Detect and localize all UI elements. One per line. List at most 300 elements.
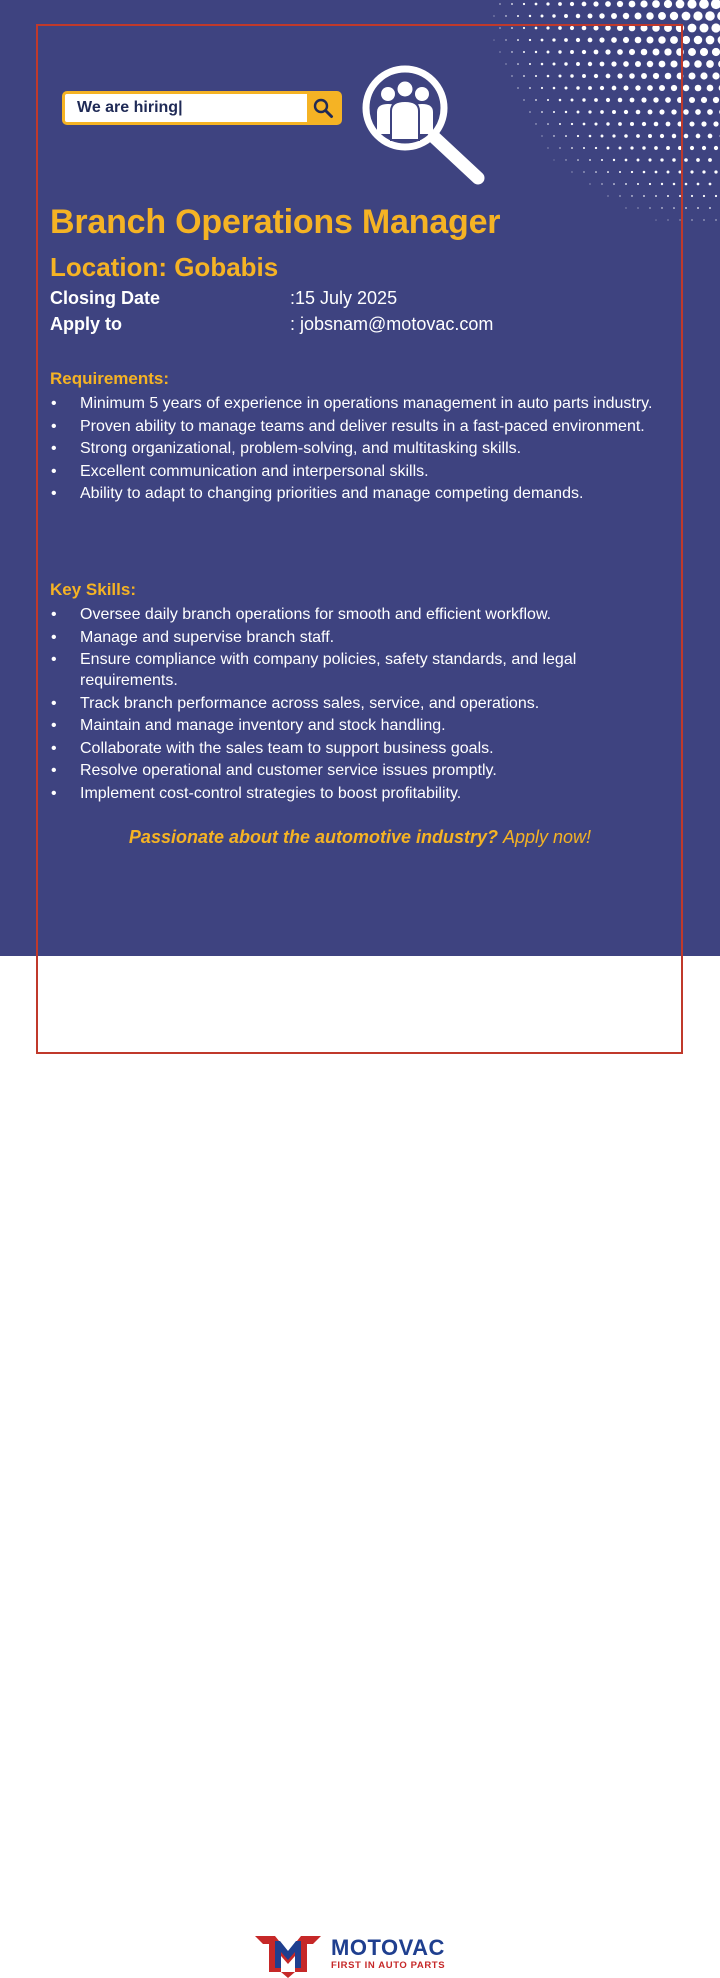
halftone-dot xyxy=(655,195,657,197)
bullet: • xyxy=(51,483,57,504)
halftone-dot xyxy=(589,135,592,138)
halftone-dot xyxy=(594,50,599,55)
halftone-dot xyxy=(673,207,675,209)
halftone-dot xyxy=(523,27,525,29)
halftone-dot xyxy=(701,121,706,126)
halftone-dot xyxy=(605,1,611,7)
halftone-dot xyxy=(582,50,586,54)
halftone-dot xyxy=(570,74,573,77)
halftone-dot xyxy=(715,219,716,220)
halftone-dot xyxy=(529,87,531,89)
halftone-dot xyxy=(688,72,695,79)
halftone-dot xyxy=(535,75,537,77)
halftone-dot xyxy=(494,16,495,17)
halftone-dot xyxy=(665,73,672,80)
halftone-dot xyxy=(672,158,675,161)
halftone-dot xyxy=(659,85,665,91)
halftone-dot xyxy=(607,147,610,150)
halftone-dot xyxy=(611,37,617,43)
halftone-dot xyxy=(558,74,561,77)
halftone-dot xyxy=(600,62,605,67)
halftone-dot xyxy=(660,134,664,138)
halftone-dot xyxy=(546,2,549,5)
halftone-dot xyxy=(664,48,671,55)
halftone-dot xyxy=(666,122,671,127)
halftone-dot xyxy=(678,146,682,150)
halftone-dot xyxy=(559,147,560,148)
motovac-m-logo-icon xyxy=(255,1932,321,1978)
halftone-dot xyxy=(570,50,574,54)
halftone-dot xyxy=(583,147,585,149)
halftone-dot xyxy=(594,74,598,78)
apply-email[interactable]: : jobsnam@motovac.com xyxy=(290,314,493,335)
cta-question: Passionate about the automotive industry? xyxy=(129,827,498,847)
halftone-dot xyxy=(677,97,683,103)
halftone-dot xyxy=(583,171,584,172)
halftone-dot xyxy=(712,48,720,56)
call-to-action xyxy=(0,827,720,848)
halftone-dot xyxy=(658,12,666,20)
halftone-dot xyxy=(541,87,543,89)
halftone-dot xyxy=(552,14,555,17)
requirement-item: • Minimum 5 years of experience in operations management in auto parts industry. xyxy=(50,393,665,414)
halftone-dot xyxy=(659,109,664,114)
halftone-dot xyxy=(702,170,705,173)
search-text: We are hiring| xyxy=(65,99,307,117)
brand-tagline: FIRST IN AUTO PARTS xyxy=(331,1959,445,1973)
halftone-dot xyxy=(689,97,695,103)
halftone-dot xyxy=(594,122,597,125)
halftone-dot xyxy=(500,52,501,53)
halftone-dot xyxy=(582,74,586,78)
bullet: • xyxy=(51,649,57,670)
halftone-dot xyxy=(517,63,519,65)
closing-date-value: :15 July 2025 xyxy=(290,288,397,309)
halftone-dot xyxy=(656,220,657,221)
halftone-dot xyxy=(653,97,658,102)
halftone-dot xyxy=(687,0,696,9)
halftone-dot xyxy=(612,110,616,114)
bullet: • xyxy=(51,715,57,736)
halftone-dot xyxy=(548,148,549,149)
halftone-dot xyxy=(564,14,568,18)
halftone-dot xyxy=(630,146,633,149)
halftone-dot xyxy=(624,134,628,138)
halftone-dot xyxy=(714,146,718,150)
halftone-dot xyxy=(694,60,702,68)
halftone-dot xyxy=(677,73,684,80)
halftone-dot xyxy=(623,61,629,67)
halftone-dot xyxy=(623,85,628,90)
halftone-dot xyxy=(601,159,603,161)
halftone-dot xyxy=(654,146,658,150)
halftone-dot xyxy=(576,62,580,66)
apply-to-row xyxy=(50,314,493,335)
halftone-dot xyxy=(697,207,699,209)
halftone-dot xyxy=(529,39,531,41)
bullet: • xyxy=(51,627,57,648)
halftone-dot xyxy=(523,3,525,5)
halftone-dot xyxy=(682,12,691,21)
halftone-dot xyxy=(494,40,495,41)
bullet: • xyxy=(51,760,57,781)
halftone-dot xyxy=(629,1,636,8)
halftone-dot xyxy=(695,109,701,115)
halftone-dot xyxy=(631,195,632,196)
halftone-dot xyxy=(666,146,670,150)
skill-item: • Implement cost-control strategies to boost profitability. xyxy=(50,783,665,804)
halftone-dot xyxy=(629,73,635,79)
halftone-dot xyxy=(689,121,694,126)
halftone-dot xyxy=(595,171,597,173)
halftone-dot xyxy=(558,26,562,30)
halftone-dot xyxy=(517,15,519,17)
halftone-dot xyxy=(570,2,574,6)
halftone-dot xyxy=(696,134,701,139)
halftone-dot xyxy=(564,86,567,89)
halftone-dot xyxy=(648,110,653,115)
halftone-dot xyxy=(629,25,636,32)
halftone-dot xyxy=(588,14,593,19)
skill-item: • Track branch performance across sales, service, and operations. xyxy=(50,693,665,714)
halftone-dot xyxy=(660,158,663,161)
halftone-dot xyxy=(554,160,555,161)
halftone-dot xyxy=(588,110,591,113)
halftone-dot xyxy=(517,87,518,88)
halftone-dot xyxy=(703,219,704,220)
halftone-dot xyxy=(571,99,574,102)
halftone-dot xyxy=(711,0,720,9)
halftone-dot xyxy=(589,159,591,161)
halftone-dot xyxy=(684,158,688,162)
halftone-dot xyxy=(618,98,623,103)
halftone-dot xyxy=(641,49,648,56)
bullet: • xyxy=(51,783,57,804)
halftone-dot xyxy=(572,172,573,173)
halftone-dot xyxy=(546,26,549,29)
halftone-dot xyxy=(535,27,538,30)
halftone-dot xyxy=(708,134,713,139)
halftone-dot xyxy=(625,159,628,162)
requirement-item: • Excellent communication and interpersonal skills. xyxy=(50,461,665,482)
halftone-dot xyxy=(688,24,697,33)
halftone-dot xyxy=(576,38,580,42)
halftone-dot xyxy=(652,0,660,8)
halftone-dot xyxy=(599,37,604,42)
halftone-dot xyxy=(676,0,685,8)
halftone-dot xyxy=(655,171,658,174)
halftone-dot xyxy=(668,220,669,221)
bullet: • xyxy=(51,693,57,714)
halftone-dot xyxy=(600,110,604,114)
halftone-dot xyxy=(547,99,549,101)
halftone-dot xyxy=(599,13,604,18)
halftone-dot xyxy=(529,111,530,112)
halftone-dot xyxy=(664,0,672,8)
halftone-dot xyxy=(588,86,592,90)
poster-background xyxy=(0,0,720,956)
halftone-dot xyxy=(678,122,683,127)
halftone-dot xyxy=(641,97,646,102)
halftone-dot xyxy=(595,147,597,149)
halftone-dot xyxy=(612,134,615,137)
halftone-dot xyxy=(593,25,598,30)
halftone-dot xyxy=(653,49,660,56)
skill-item: • Resolve operational and customer service issues promptly. xyxy=(50,760,665,781)
halftone-dot xyxy=(699,23,708,32)
closing-date-row xyxy=(50,288,397,309)
halftone-dot xyxy=(558,2,562,6)
halftone-dot xyxy=(517,39,519,41)
halftone-dot xyxy=(601,183,602,184)
closing-date-label: Closing Date xyxy=(50,288,290,309)
halftone-dot xyxy=(682,36,690,44)
halftone-dot xyxy=(682,60,689,67)
halftone-dot xyxy=(635,13,642,20)
halftone-dot xyxy=(523,99,524,100)
halftone-dot xyxy=(647,61,653,67)
halftone-dot xyxy=(541,111,543,113)
halftone-dot xyxy=(505,63,506,64)
halftone-dot xyxy=(635,61,641,67)
halftone-dot xyxy=(577,159,579,161)
halftone-dot xyxy=(558,50,561,53)
halftone-dot xyxy=(683,109,689,115)
key-skills-list xyxy=(50,604,665,805)
logo-text xyxy=(331,1937,445,1973)
motovac-logo[interactable] xyxy=(255,1932,445,1978)
halftone-dot xyxy=(688,48,696,56)
halftone-dot xyxy=(691,195,693,197)
halftone-dot xyxy=(641,73,647,79)
halftone-dot xyxy=(535,51,537,53)
halftone-dot xyxy=(699,0,709,9)
halftone-dot xyxy=(649,183,651,185)
halftone-dot xyxy=(702,146,706,150)
halftone-dot xyxy=(499,3,500,4)
search-icon xyxy=(312,97,334,119)
team-search-icon xyxy=(360,64,492,190)
halftone-dot xyxy=(582,2,587,7)
halftone-dot xyxy=(619,147,622,150)
footer xyxy=(0,956,720,1040)
halftone-dot xyxy=(676,48,684,56)
halftone-dot xyxy=(623,13,629,19)
requirement-item: • Proven ability to manage teams and deliver results in a fast-paced environment. xyxy=(50,416,665,437)
halftone-dot xyxy=(653,73,659,79)
halftone-dot xyxy=(637,183,639,185)
halftone-dot xyxy=(654,122,659,127)
halftone-dot xyxy=(611,13,617,19)
halftone-dot xyxy=(648,158,651,161)
halftone-dot xyxy=(576,86,579,89)
halftone-dot xyxy=(678,170,681,173)
halftone-dot xyxy=(617,25,623,31)
halftone-dot xyxy=(618,122,622,126)
halftone-dot xyxy=(707,85,714,92)
halftone-dot xyxy=(617,73,622,78)
halftone-dot xyxy=(565,159,566,160)
halftone-dot xyxy=(511,3,513,5)
halftone-dot xyxy=(676,24,684,32)
halftone-dot xyxy=(553,111,555,113)
halftone-dot xyxy=(511,27,513,29)
requirement-item: • Strong organizational, problem-solving, and multitasking skills. xyxy=(50,438,665,459)
halftone-dot xyxy=(711,23,720,32)
halftone-dot xyxy=(696,158,700,162)
halftone-dot xyxy=(713,97,719,103)
search-bar[interactable] xyxy=(62,91,342,125)
halftone-dot xyxy=(707,109,713,115)
halftone-dot xyxy=(697,183,700,186)
halftone-dot xyxy=(606,98,610,102)
halftone-dot xyxy=(694,36,703,45)
halftone-dot xyxy=(684,134,689,139)
halftone-dot xyxy=(670,12,678,20)
halftone-dot xyxy=(589,183,590,184)
skill-item: • Ensure compliance with company policies, safety standards, and legal requirements. xyxy=(50,649,665,691)
halftone-dot xyxy=(588,62,592,66)
halftone-dot xyxy=(623,37,629,43)
halftone-dot xyxy=(630,98,635,103)
halftone-dot xyxy=(608,196,609,197)
halftone-dot xyxy=(642,122,646,126)
halftone-dot xyxy=(505,15,506,16)
halftone-dot xyxy=(643,195,645,197)
requirements-list xyxy=(50,393,665,506)
halftone-dot xyxy=(671,85,677,91)
halftone-dot xyxy=(659,61,666,68)
halftone-dot xyxy=(667,171,670,174)
halftone-dot xyxy=(535,99,537,101)
halftone-dot xyxy=(665,97,671,103)
halftone-dot xyxy=(706,36,715,45)
halftone-dot xyxy=(499,27,500,28)
skill-item: • Manage and supervise branch staff. xyxy=(50,627,665,648)
halftone-dot xyxy=(624,110,628,114)
halftone-dot xyxy=(600,86,604,90)
halftone-dot xyxy=(661,183,663,185)
halftone-dot xyxy=(547,75,550,78)
halftone-dot xyxy=(635,85,640,90)
halftone-dot xyxy=(636,134,640,138)
halftone-dot xyxy=(505,39,506,40)
bullet: • xyxy=(51,416,57,437)
halftone-dot xyxy=(564,38,568,42)
search-button[interactable] xyxy=(307,94,339,122)
halftone-dot xyxy=(605,25,611,31)
bullet: • xyxy=(51,738,57,759)
halftone-dot xyxy=(670,60,677,67)
halftone-dot xyxy=(535,123,536,124)
halftone-dot xyxy=(667,195,669,197)
halftone-dot xyxy=(635,37,642,44)
halftone-dot xyxy=(547,51,550,54)
halftone-dot xyxy=(570,26,574,30)
halftone-dot xyxy=(629,49,635,55)
halftone-dot xyxy=(685,183,688,186)
halftone-dot xyxy=(708,158,712,162)
halftone-dot xyxy=(690,146,694,150)
halftone-dot xyxy=(547,123,549,125)
halftone-dot xyxy=(541,135,542,136)
halftone-dot xyxy=(582,26,587,31)
halftone-dot xyxy=(646,36,653,43)
halftone-dot xyxy=(565,135,567,137)
halftone-dot xyxy=(588,38,593,43)
halftone-dot xyxy=(594,98,598,102)
halftone-dot xyxy=(523,51,525,53)
halftone-dot xyxy=(713,121,718,126)
halftone-dot xyxy=(709,183,712,186)
bullet: • xyxy=(51,461,57,482)
halftone-dot xyxy=(695,85,702,92)
job-title: Branch Operations Manager xyxy=(50,203,500,242)
halftone-dot xyxy=(705,11,715,21)
halftone-dot xyxy=(709,207,711,209)
halftone-dot xyxy=(700,48,708,56)
halftone-dot xyxy=(646,12,653,19)
skill-item: • Maintain and manage inventory and stock handling. xyxy=(50,715,665,736)
halftone-dot xyxy=(658,36,665,43)
halftone-dot xyxy=(552,38,555,41)
halftone-dot xyxy=(535,3,538,6)
job-location: Location: Gobabis xyxy=(50,252,278,283)
halftone-dot xyxy=(691,219,692,220)
halftone-dot xyxy=(679,195,681,197)
halftone-dot xyxy=(593,1,598,6)
halftone-dot xyxy=(715,195,717,197)
cta-apply[interactable]: Apply now! xyxy=(503,827,591,847)
halftone-dot xyxy=(712,72,719,79)
halftone-dot xyxy=(643,171,646,174)
halftone-dot xyxy=(671,109,676,114)
apply-to-label: Apply to xyxy=(50,314,290,335)
skill-item: • Collaborate with the sales team to support business goals. xyxy=(50,738,665,759)
halftone-dot xyxy=(511,51,512,52)
halftone-dot xyxy=(553,135,554,136)
halftone-dot xyxy=(606,122,609,125)
halftone-dot xyxy=(529,63,531,65)
halftone-dot xyxy=(690,170,693,173)
halftone-dot xyxy=(670,36,678,44)
halftone-dot xyxy=(583,123,586,126)
halftone-dot xyxy=(564,62,567,65)
halftone-dot xyxy=(571,123,573,125)
halftone-dot xyxy=(617,1,623,7)
requirement-item: • Ability to adapt to changing priorities and manage competing demands. xyxy=(50,483,665,504)
halftone-dot xyxy=(541,15,544,18)
halftone-dot xyxy=(577,111,580,114)
halftone-dot xyxy=(611,61,616,66)
halftone-dot xyxy=(647,85,653,91)
halftone-dot xyxy=(577,135,579,137)
halftone-dot xyxy=(640,24,647,31)
halftone-dot xyxy=(637,207,638,208)
halftone-dot xyxy=(571,147,573,149)
halftone-dot xyxy=(700,72,707,79)
halftone-dot xyxy=(576,14,580,18)
halftone-dot xyxy=(601,135,604,138)
halftone-dot xyxy=(582,98,585,101)
halftone-dot xyxy=(626,208,627,209)
bullet: • xyxy=(51,393,57,414)
halftone-dot xyxy=(511,75,512,76)
halftone-dot xyxy=(636,110,641,115)
halftone-dot xyxy=(648,134,652,138)
halftone-dot xyxy=(642,146,645,149)
skill-item: • Oversee daily branch operations for smooth and efficient workflow. xyxy=(50,604,665,625)
